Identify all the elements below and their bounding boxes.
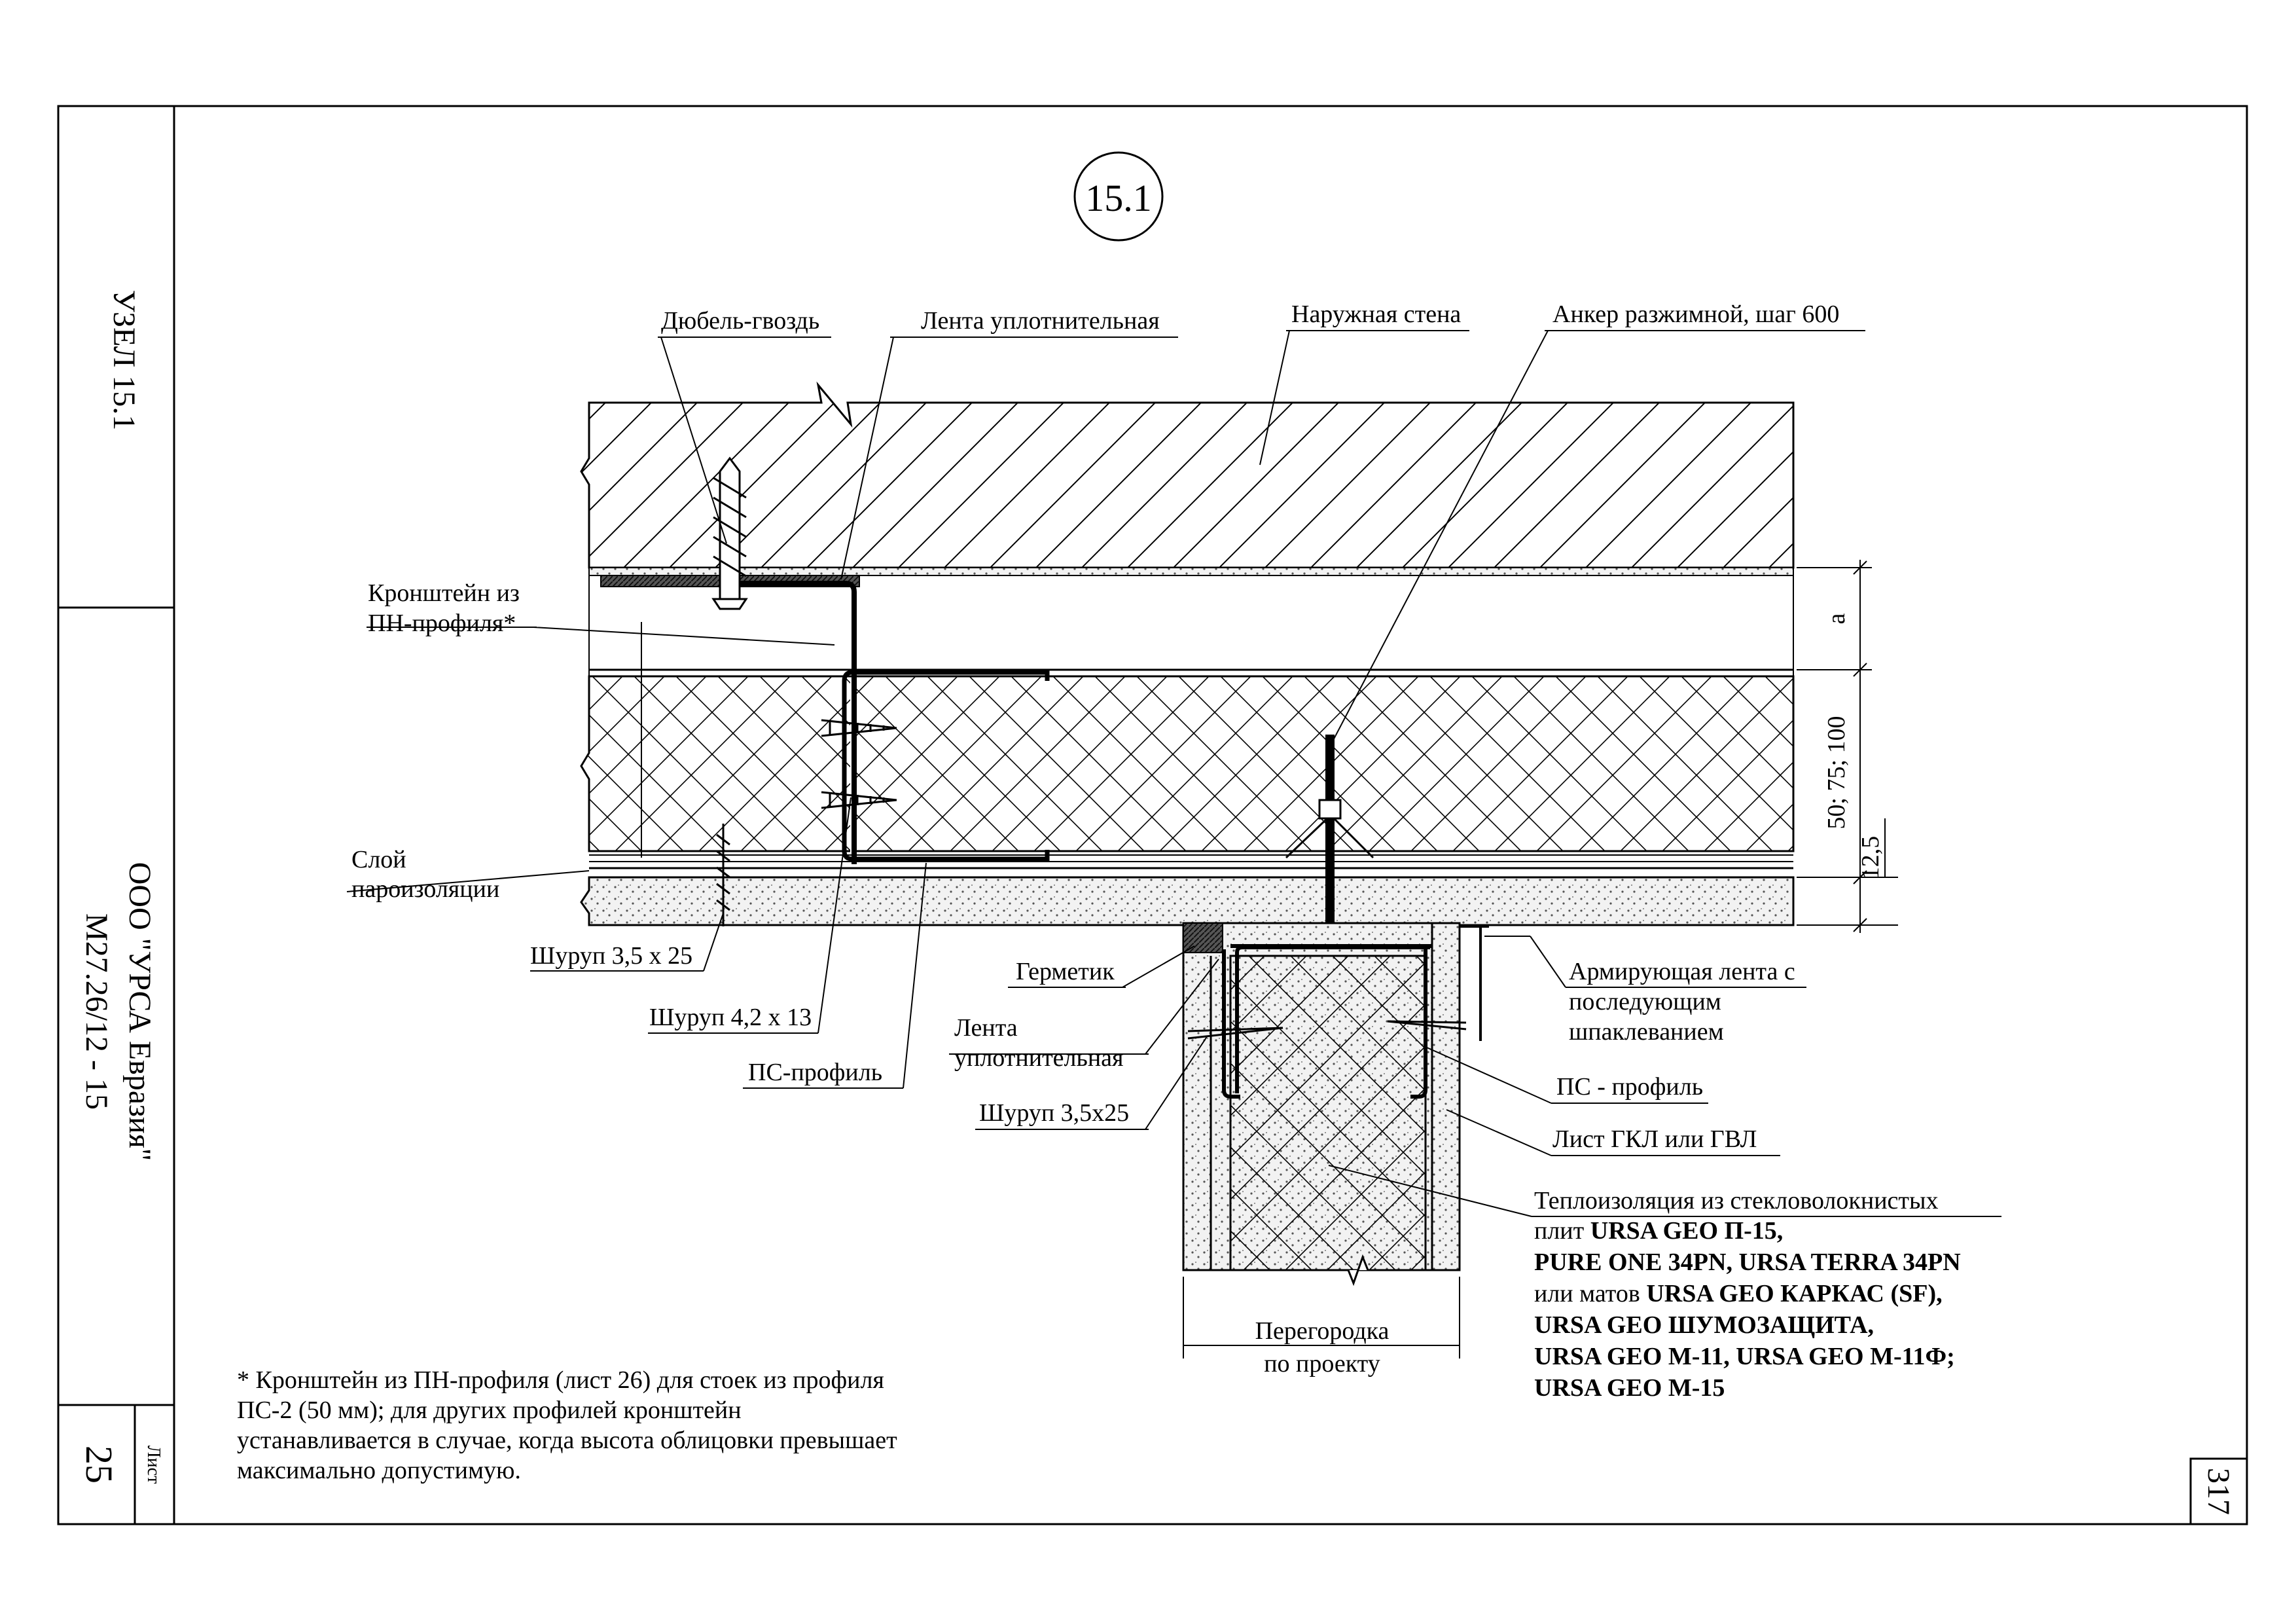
node-number: 15.1 [1085,177,1152,219]
label-partition-1: Перегородка [1255,1317,1390,1345]
label-insulation-4 [1534,1280,1943,1307]
label-vapor-1: Слой [351,846,406,873]
label-sealing-tape-mid-1: Лента [954,1014,1018,1042]
label-screw-42x13: Шуруп 4,2 х 13 [649,1004,812,1031]
label-sealing-tape-top: Лента уплотнительная [921,307,1160,335]
footnote-line-2: ПС-2 (50 мм); для других профилей кронштейн [237,1396,742,1424]
label-dowel-nail: Дюбель-гвоздь [661,307,820,335]
label-insulation-6: URSA GEO М-11, URSA GEO М-11Ф; [1534,1343,1955,1370]
insulation-4-bold: URSA GEO КАРКАС (SF), [1646,1280,1943,1307]
partition [1183,923,1489,1359]
label-insulation-7: URSA GEO М-15 [1534,1374,1725,1402]
label-ps-profile-right: ПС - профиль [1556,1073,1704,1101]
label-sealant: Герметик [1016,958,1115,985]
footnote [237,1366,897,1484]
outer-wall [581,385,1793,568]
label-bracket-1: Кронштейн из [368,579,520,607]
company-name-vertical: ООО "УРСА Евразия" [122,862,157,1161]
insulation-layer [581,676,1793,851]
sheet-number-vertical: 25 [78,1446,120,1484]
label-bracket-2: ПН-профиля* [368,610,516,637]
footnote-line-3: устанавливается в случае, когда высота облицовки превышает [237,1427,897,1454]
label-screw-35x25-b: Шуруп 3,5х25 [979,1099,1130,1127]
node-title-vertical: УЗЕЛ 15.1 [107,289,141,431]
dimension-board-thickness: 12,5 [1857,835,1884,880]
label-insulation-3: PURE ONE 34PN, URSA TERRA 34PN [1534,1249,1961,1276]
sheet-label-vertical: Лист [143,1445,164,1484]
document-code-vertical: М27.26/12 - 15 [79,913,114,1110]
label-reinforcing-1: Армирующая лента с [1569,958,1795,985]
label-screw-35x25: Шуруп 3,5 х 25 [530,942,693,970]
footnote-line-1: * Кронштейн из ПН-профиля (лист 26) для стоек из профиля [237,1366,884,1394]
insulation-2-bold: URSA GEO П-15, [1590,1217,1784,1245]
dimension-insulation-thickness: 50; 75; 100 [1823,716,1850,830]
insulation-4-prefix: или матов [1534,1280,1647,1307]
insulation-2-prefix: плит [1534,1217,1590,1245]
label-gkl-sheet: Лист ГКЛ или ГВЛ [1552,1125,1757,1153]
page-number: 317 [2201,1468,2236,1515]
footnote-line-4: максимально допустимую. [237,1457,521,1484]
label-anchor: Анкер разжимной, шаг 600 [1552,301,1840,328]
label-sealing-tape-mid-2: уплотнительная [954,1044,1124,1072]
gypsum-board-lining [581,877,1793,925]
dimension-gap: a [1823,613,1850,625]
label-insulation-2 [1534,1217,1783,1245]
label-insulation-1: Теплоизоляция из стекловолокнистых [1534,1187,1939,1214]
wall-plaster-layer [589,568,1793,575]
label-ps-profile-left: ПС-профиль [748,1059,883,1086]
label-reinforcing-2: последующим [1569,988,1721,1015]
label-partition-2: по проекту [1264,1350,1380,1377]
label-outer-wall: Наружная стена [1291,301,1462,328]
label-reinforcing-3: шпаклеванием [1569,1018,1724,1046]
label-vapor-2: пароизоляции [351,875,500,903]
label-insulation-5: URSA GEO ШУМОЗАЩИТА, [1534,1311,1874,1339]
